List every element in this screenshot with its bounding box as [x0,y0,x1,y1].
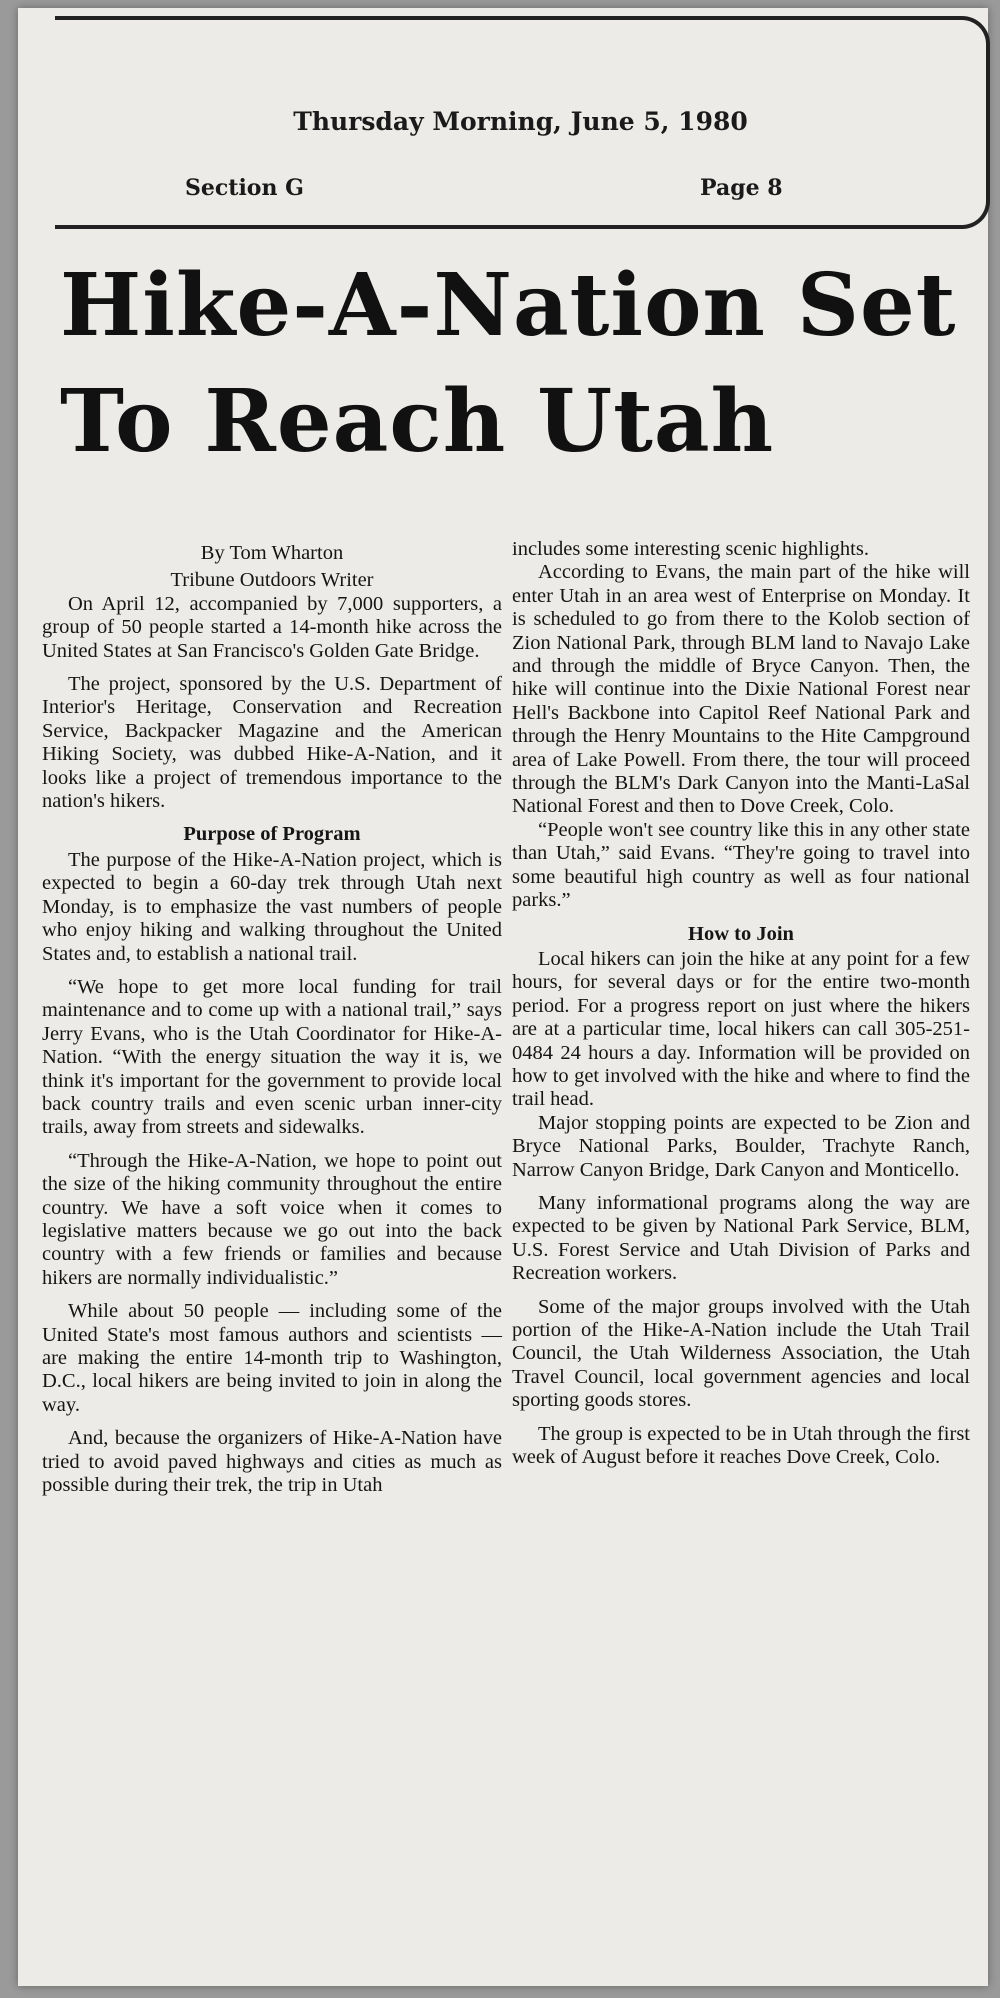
byline-role: Tribune Outdoors Writer [170,569,374,592]
paragraph: The purpose of the Hike-A-Nation project, which is expected to begin a 60-day trek through Utah next Monday, is to emphasize the vast numbers of people who enjoy hiking and walking throughout the United States and, to establish a national trail. [42,848,502,965]
paragraph: While about 50 people — including some of the United State's most famous authors and scientists — are making the entire 14-month trip to Washington, D.C., local hikers are being invited to join in along the way. [42,1300,502,1416]
subhead-how-to-join: How to Join [688,922,794,945]
paragraph: The group is expected to be in Utah through the first week of August before it reaches Dove Creek, Colo. [512,1422,970,1469]
paragraph: includes some interesting scenic highlights. [512,538,869,560]
paragraph: Some of the major groups involved with the Utah portion of the Hike-A-Nation include the Utah Trail Council, the Utah Wilderness Association, the Utah Travel Council, local government agencies and local sporting goods stores. [512,1295,970,1412]
byline-author: By Tom Wharton [200,542,344,564]
article-column-right [512,538,970,1469]
subhead-purpose: Purpose of Program [183,823,361,846]
paragraph: According to Evans, the main part of the hike will enter Utah in an area west of Enterprise on Monday. It is scheduled to go from there to the Kolob section of Zion National Park, through BLM land to Navajo Lake and through the middle of Bryce Canyon. Then, the hike will continue into the Dixie National Forest near Hell's Backbone into Capitol Reef National Park and through the Henry Mountains to the Hite Campground area of Lake Powell. From there, the tour will proceed through the BLM's Dark Canyon into the Manti-LaSal National Forest and then to Dove Creek, Colo. [512,561,970,818]
paragraph: “Through the Hike-A-Nation, we hope to point out the size of the hiking community throughout the entire country. We have a soft voice when it comes to legislative matters because we go out into the back country with a few friends or families and because hikers are normally individualistic.” [42,1149,502,1289]
paragraph: “We hope to get more local funding for trail maintenance and to come up with a national trail,” says Jerry Evans, who is the Utah Coordinator for Hike-A-Nation. “With the energy situation the way it is, we think it's important for the government to provide local back country trails and even scenic urban inner-city trails, away from streets and sidewalks. [42,975,502,1139]
paragraph: Local hikers can join the hike at any point for a few hours, for several days or for the entire two-month period. For a progress report on just where the hikers are at a particular time, local hikers can call 305-251-0484 24 hours a day. Information will be provided on how to get involved with the hike and where to find the trail head. [512,947,970,1111]
header-section: Section G [185,175,304,201]
paragraph: Many informational programs along the way are expected to be given by National Park Service, BLM, U.S. Forest Service and Utah Division of Parks and Recreation workers. [512,1191,970,1285]
header-page: Page 8 [700,175,783,201]
paragraph: And, because the organizers of Hike-A-Nation have tried to avoid paved highways and cities as much as possible during their trek, the trip in Utah [42,1427,502,1497]
page-header [55,16,990,229]
headline-line-1: Hike-A-Nation Set [60,255,957,356]
paragraph: “People won't see country like this in any other state than Utah,” said Evans. “They're going to travel into some beautiful high country as well as four national parks.” [512,818,970,912]
paragraph: Major stopping points are expected to be Zion and Bryce National Parks, Boulder, Trachyte Ranch, Narrow Canyon Bridge, Dark Canyon and Monticello. [512,1111,970,1181]
header-date: Thursday Morning, June 5, 1980 [293,107,748,136]
paragraph: On April 12, accompanied by 7,000 supporters, a group of 50 people started a 14-month hike across the United States at San Francisco's Golden Gate Bridge. [42,592,502,662]
headline-line-2: To Reach Utah [60,371,775,472]
headline [60,248,980,480]
article-column-left [42,538,502,1497]
paragraph: The project, sponsored by the U.S. Department of Interior's Heritage, Conservation and Recreation Service, Backpacker Magazine and the American Hiking Society, was dubbed Hike-A-Nation, and it looks like a project of tremendous importance to the nation's hikers. [42,673,502,813]
